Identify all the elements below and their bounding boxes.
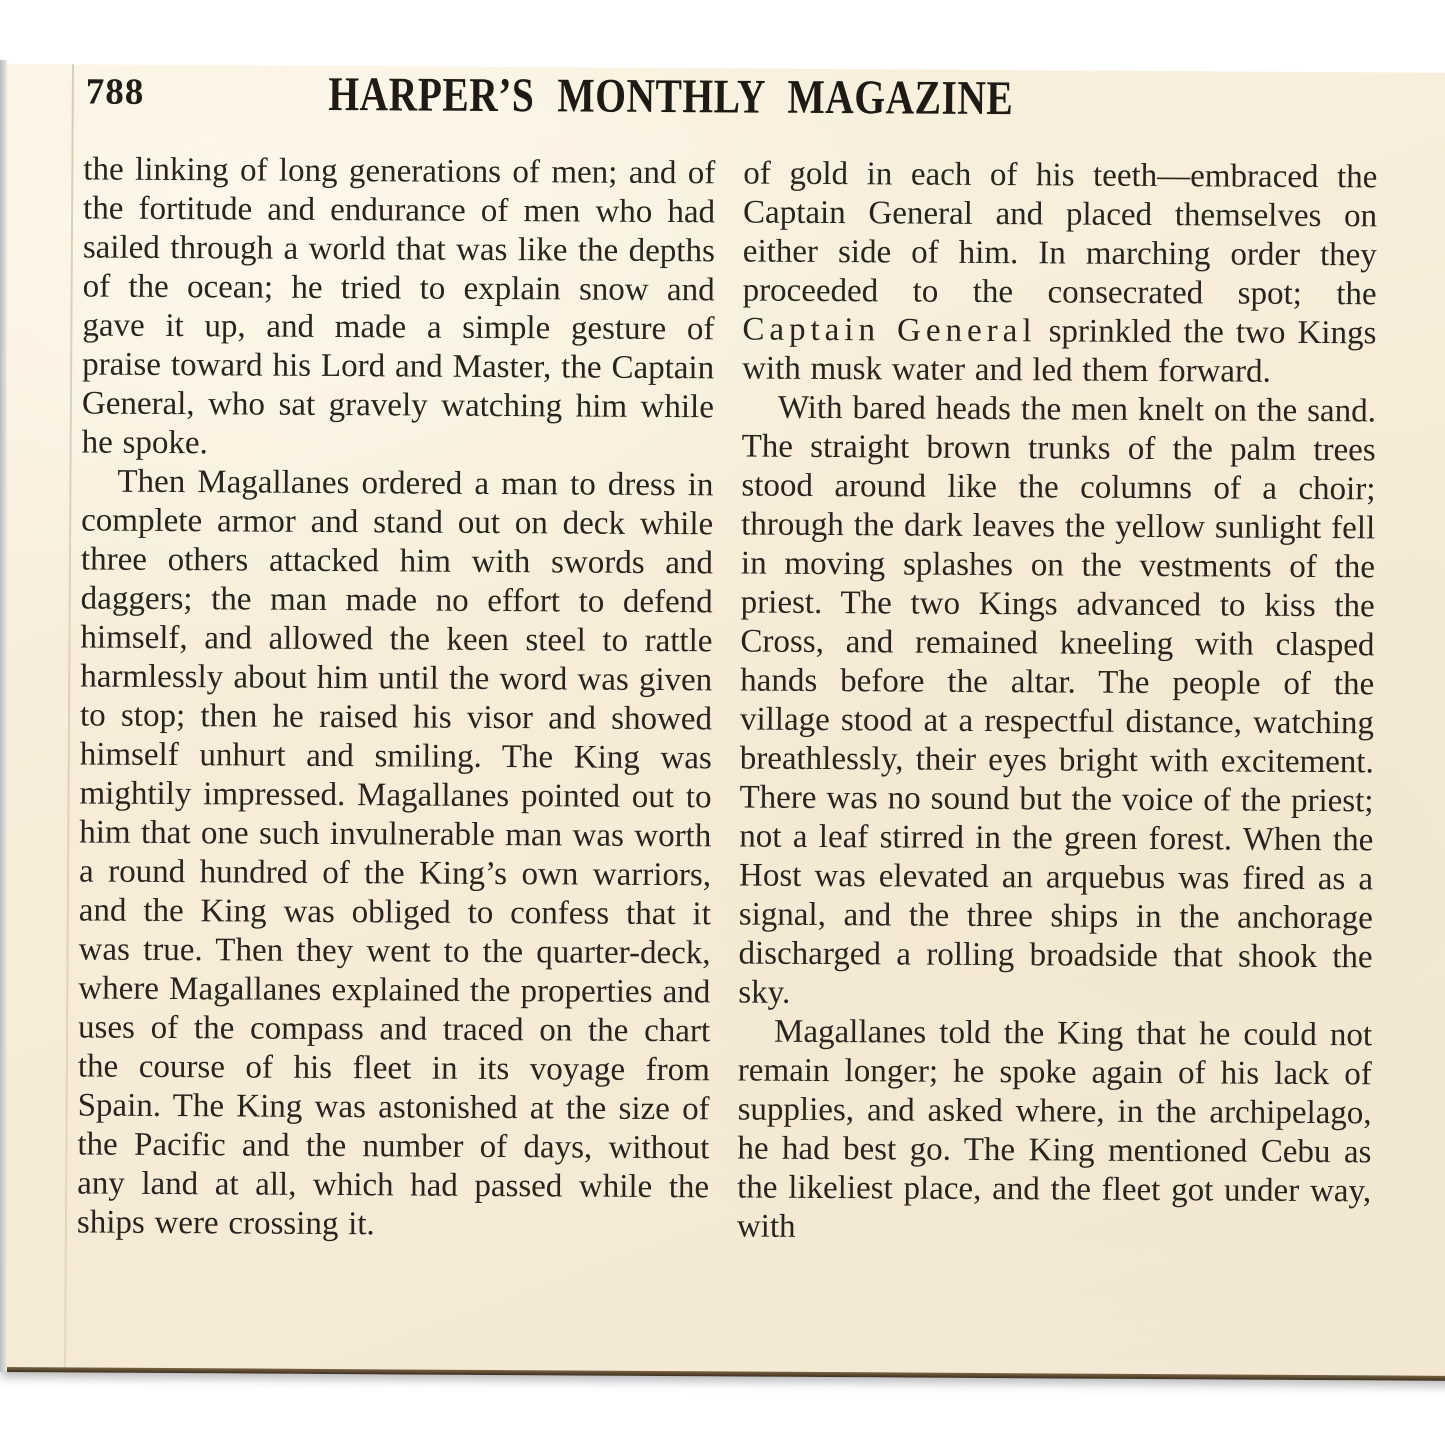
paragraph: [738, 389, 1376, 1017]
paragraph: [77, 462, 714, 1246]
text-run: the linking of long generations of men; and of the fortitude and endurance of men who had sailed through a world that was like the depths of the ocean; he tried to explain snow and gave it up, and made a simple gesture of praise toward his Lord and Master, the Captain General, who sat gravely watching him while he spoke.: [81, 151, 716, 462]
text-run: of gold in each of his teeth—embraced the Captain General and placed themselves on either side of him. In marching order they proceeded to the consecrated spot; the: [742, 155, 1378, 313]
paragraph: [742, 155, 1377, 393]
paper-crease-line: [64, 64, 74, 1368]
left-page-edge-shadow: [0, 60, 7, 1372]
text-column-right: [736, 155, 1377, 1381]
text-run: sprinkled the two Kings with musk water and led them forward.: [742, 313, 1377, 390]
text-run: Magallanes told the King that he could not remain longer; he spoke again of his lack of supplies, and asked where, in the archipelago, he had best go. The King mentioned Cebu as the likeliest place, and the fleet got under way, with: [736, 1013, 1373, 1245]
text-column-left: [76, 150, 715, 1376]
page-number: 788: [85, 71, 145, 113]
magazine-title: HARPER’S MONTHLY MAGAZINE: [328, 67, 1014, 126]
page-paper: [0, 64, 1445, 1381]
text-run: With bared heads the men knelt on the sand. The straight brown trunks of the palm trees stood around like the columns of a choir; through the dark leaves the yellow sunlight fell in moving splashes on the vestments of the priest. The two Kings advanced to kiss the Cross, and remained kneeling with clasped hands before the altar. The people of the village stood at a respectful distance, watching breathlessly, their eyes bright with excitement. There was no sound but the voice of the priest; not a leaf stirred in the green forest. When the Host was elevated an arquebus was fired as a signal, and the three ships in the anchorage discharged a rolling broadside that shook the sky.: [738, 389, 1377, 1011]
paragraph: [737, 1012, 1372, 1250]
paragraph: [82, 150, 716, 466]
text-run: Then Magallanes ordered a man to dress in complete armor and stand out on deck while three others attacked him with swords and daggers; the man made no effort to defend himself, and allowed the keen steel to rattle harmlessly about him until the word was given to stop; then he raised his visor and showed himself unhurt and smiling. The King was mightily impressed. Magallanes pointed out to him that one such invulnerable man was worth a round hundred of the King’s own warriors, and the King was obliged to confess that it was true. Then they went to the quarter-deck, where Magallanes explained the properties and uses of the compass and traced on the chart the course of his fleet in its voyage from Spain. The King was astonished at the size of the Pacific and the number of days, without any land at all, which had passed while the ships were crossing it.: [76, 463, 714, 1243]
emphasized-text-run: Captain General: [742, 311, 1037, 350]
